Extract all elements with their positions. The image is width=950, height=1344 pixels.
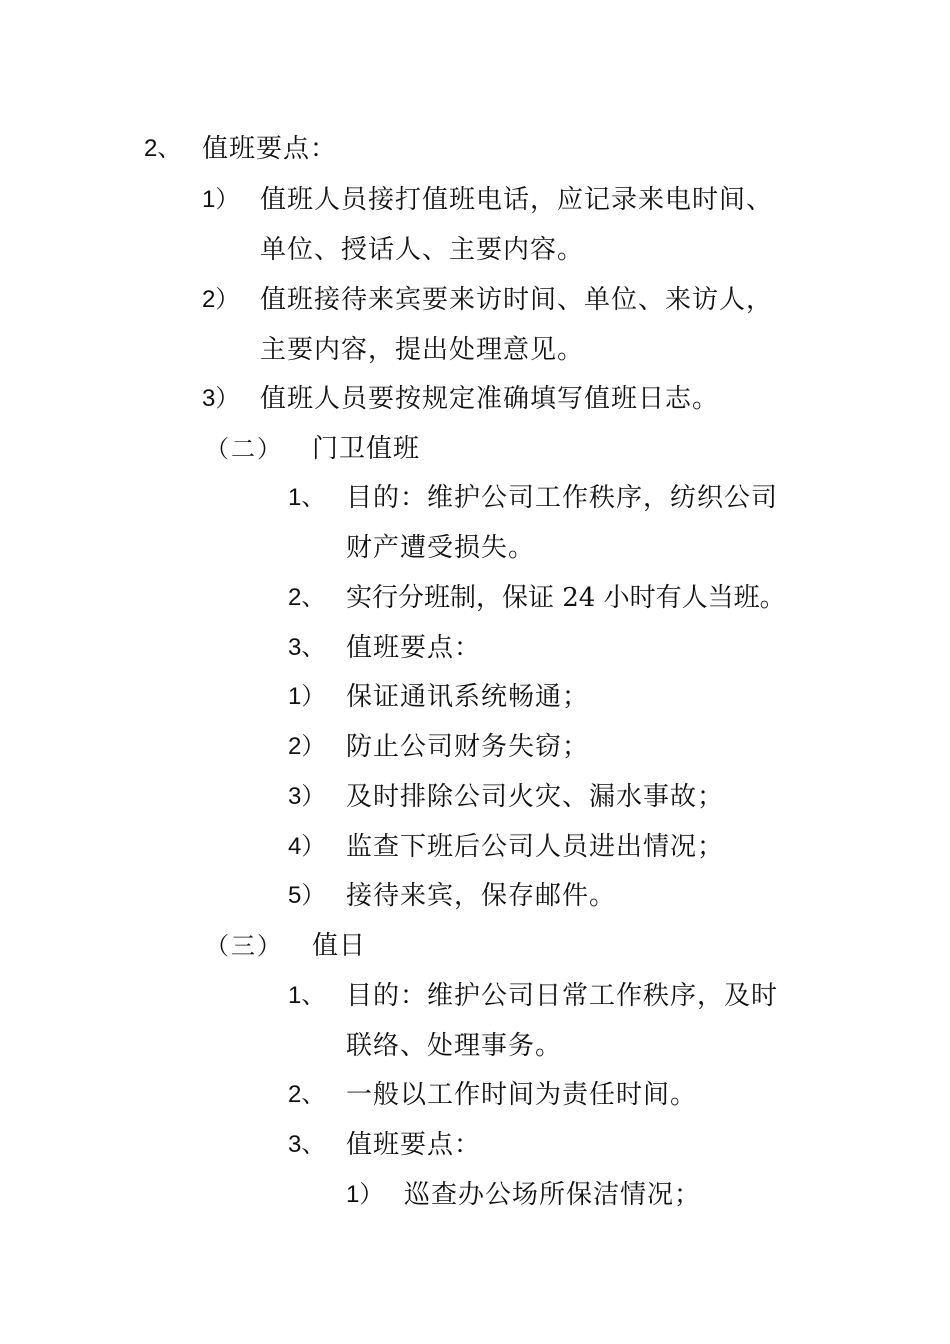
list-marker: 2）: [288, 733, 326, 760]
list-text: 实行分班制，保证 24 小时有人当班。: [346, 583, 786, 613]
list-marker: 2、: [288, 1081, 326, 1108]
list-marker: 4）: [288, 833, 326, 860]
list-text: 防止公司财务失窃；: [346, 732, 590, 762]
list-text: 值班要点：: [346, 633, 482, 663]
section-title: 值日: [312, 931, 367, 961]
list-text: 及时排除公司火灾、漏水事故；: [346, 782, 725, 812]
list-marker: 2）: [202, 286, 240, 313]
list-text: 单位、授话人、主要内容。: [260, 235, 585, 265]
list-text: 目的：维护公司工作秩序，纺织公司: [346, 483, 779, 513]
list-marker: 3、: [288, 634, 326, 661]
list-text: 一般以工作时间为责任时间。: [346, 1080, 698, 1110]
list-marker: 1、: [288, 484, 326, 511]
list-text: 巡查办公场所保洁情况；: [404, 1180, 702, 1210]
list-text: 目的：维护公司日常工作秩序，及时: [346, 981, 779, 1011]
list-marker: 5）: [288, 882, 326, 909]
list-marker: 3）: [288, 783, 326, 810]
list-marker: 1、: [288, 982, 326, 1009]
list-text: 联络、处理事务。: [346, 1031, 563, 1061]
list-text: 值班要点：: [346, 1130, 482, 1160]
list-text: 主要内容，提出处理意见。: [260, 335, 585, 365]
list-text: 值班人员接打值班电话，应记录来电时间、: [260, 185, 774, 215]
list-text: 值班接待来宾要来访时间、单位、来访人，: [260, 285, 774, 315]
list-text: 值班要点：: [202, 134, 338, 164]
list-marker: 1）: [288, 683, 326, 710]
list-marker: 1）: [202, 186, 240, 213]
list-text: 保证通讯系统畅通；: [346, 682, 590, 712]
section-title: 门卫值班: [312, 434, 421, 464]
section-marker: （二）: [205, 435, 283, 463]
list-marker: 2、: [288, 584, 326, 611]
list-text: 监查下班后公司人员进出情况；: [346, 832, 725, 862]
list-marker: 3）: [202, 385, 240, 412]
list-marker: 2、: [144, 135, 182, 162]
section-marker: （三）: [205, 932, 283, 960]
list-text: 财产遭受损失。: [346, 533, 536, 563]
list-text: 值班人员要按规定准确填写值班日志。: [260, 384, 720, 414]
list-marker: 1）: [346, 1181, 384, 1208]
list-marker: 3、: [288, 1131, 326, 1158]
list-text: 接待来宾，保存邮件。: [346, 881, 617, 911]
